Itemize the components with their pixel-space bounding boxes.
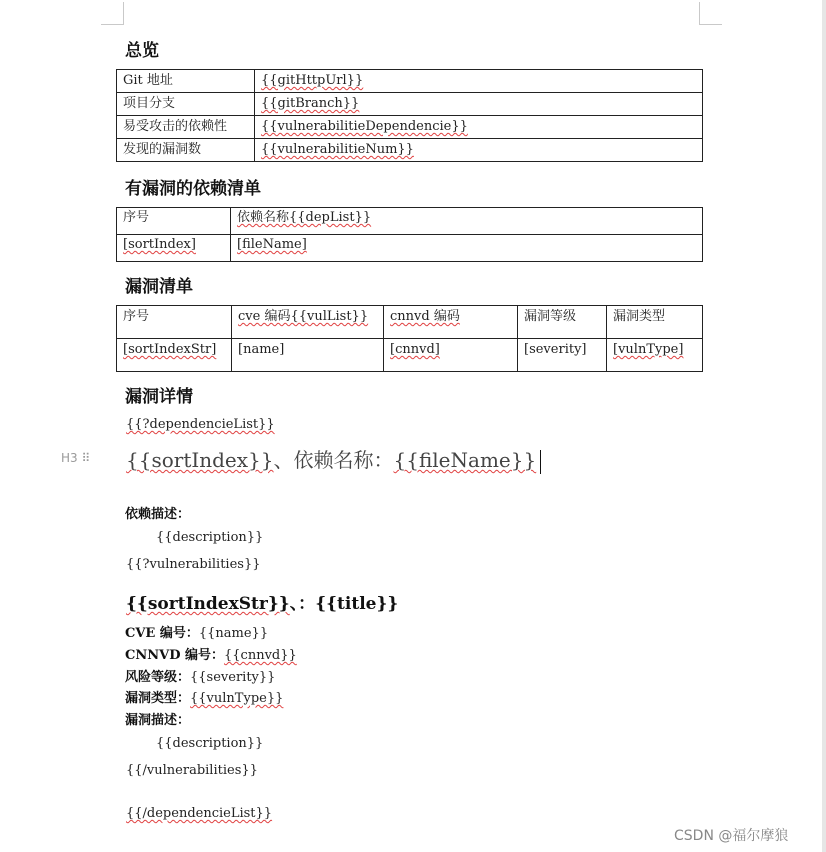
field-row: 漏洞类型：{{vulnType}} [125, 691, 284, 706]
dependency-heading[interactable]: {{sortIndex}}、依赖名称：{{fileName}} [126, 444, 541, 474]
table-cell: [cnnvd] [384, 339, 518, 372]
text-cursor [540, 450, 541, 474]
vuln-list-title: 漏洞清单 [125, 277, 193, 297]
template-tag: {{?vulnerabilities}} [126, 557, 261, 572]
dep-desc-label: 依赖描述： [125, 507, 191, 522]
vuln-desc-label: 漏洞描述： [125, 713, 191, 728]
field-row: 风险等级：{{severity}} [125, 670, 276, 685]
table-row [117, 339, 703, 372]
table-cell: 发现的漏洞数 [117, 139, 255, 162]
table-row [117, 208, 703, 235]
table-header-cell: cnnvd 编码 [384, 306, 518, 339]
vuln-list-table [116, 305, 703, 372]
table-cell: {{vulnerabilitieNum}} [255, 139, 703, 162]
table-row [117, 116, 703, 139]
scrollbar[interactable] [822, 0, 826, 852]
heading-level-marker: H3 ⠿ [61, 451, 90, 465]
table-header-cell: 漏洞类型 [607, 306, 703, 339]
dep-list-table [116, 207, 703, 262]
page-corner-mark [101, 2, 124, 25]
table-cell: [severity] [518, 339, 607, 372]
table-header-cell: cve 编码{{vulList}} [232, 306, 384, 339]
details-title: 漏洞详情 [125, 387, 193, 407]
template-tag: {{?dependencieList}} [126, 417, 275, 432]
table-cell: {{gitBranch}} [255, 93, 703, 116]
table-cell: [sortIndex] [117, 235, 231, 262]
table-header-cell: 序号 [117, 208, 231, 235]
table-header-cell: 依赖名称{{depList}} [231, 208, 703, 235]
table-cell: [fileName] [231, 235, 703, 262]
field-row: CNNVD 编号：{{cnnvd}} [125, 648, 297, 663]
table-cell: [name] [232, 339, 384, 372]
table-row [117, 70, 703, 93]
template-tag: {{description}} [156, 530, 264, 545]
table-cell: {{vulnerabilitieDependencie}} [255, 116, 703, 139]
watermark: CSDN @福尔摩狼 [674, 828, 789, 844]
table-cell: Git 地址 [117, 70, 255, 93]
table-header-cell: 序号 [117, 306, 232, 339]
table-cell: 易受攻击的依赖性 [117, 116, 255, 139]
page-corner-mark [699, 2, 722, 25]
table-row [117, 306, 703, 339]
table-cell: [sortIndexStr] [117, 339, 232, 372]
table-row [117, 235, 703, 262]
table-header-cell: 漏洞等级 [518, 306, 607, 339]
table-row [117, 93, 703, 116]
drag-handle-icon[interactable]: ⠿ [81, 451, 90, 465]
table-cell: {{gitHttpUrl}} [255, 70, 703, 93]
field-row: CVE 编号：{{name}} [125, 626, 269, 641]
overview-title: 总览 [125, 41, 159, 61]
table-row [117, 139, 703, 162]
template-tag: {{/dependencieList}} [126, 806, 273, 821]
table-cell: 项目分支 [117, 93, 255, 116]
table-cell: [vulnType] [607, 339, 703, 372]
dep-list-title: 有漏洞的依赖清单 [125, 179, 261, 199]
template-tag: {{description}} [156, 736, 264, 751]
template-tag: {{/vulnerabilities}} [126, 763, 258, 778]
overview-table [116, 69, 703, 162]
vuln-heading: {{sortIndexStr}}、：{{title}} [126, 594, 399, 614]
